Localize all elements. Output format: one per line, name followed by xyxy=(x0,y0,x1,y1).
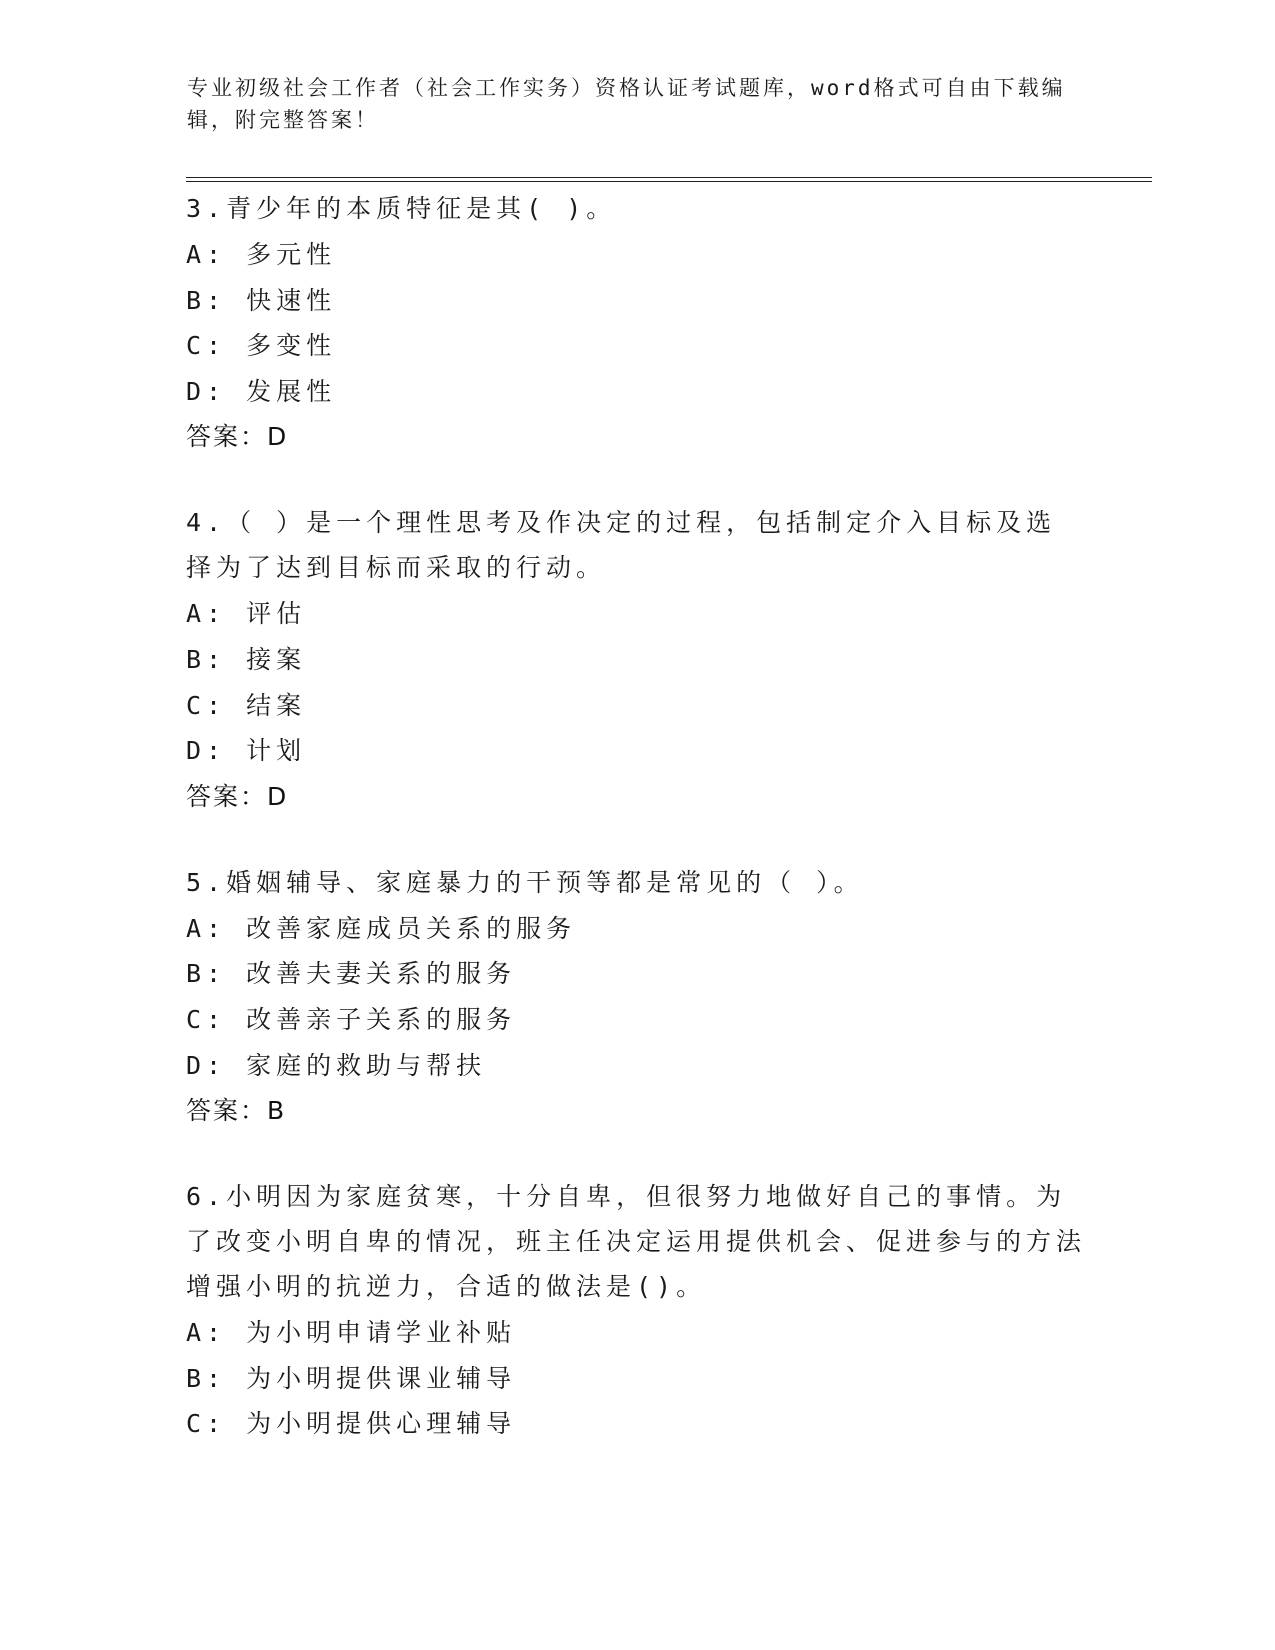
option-d xyxy=(186,1043,1086,1089)
answer-line: 答案：D xyxy=(186,781,289,811)
question-stem: 3.青少年的本质特征是其( )。 xyxy=(186,194,617,223)
option-letter: C: xyxy=(186,1409,227,1439)
option-text: 为小明提供心理辅导 xyxy=(246,1409,517,1439)
option-c xyxy=(186,1401,1086,1447)
option-a xyxy=(186,906,1086,952)
option-letter: B: xyxy=(186,1363,227,1393)
option-text: 改善夫妻关系的服务 xyxy=(246,959,517,989)
question-stem: 6.小明因为家庭贫寒，十分自卑，但很努力地做好自己的事情。为了改变小明自卑的情况，班主任决定运用提供机会、促进参与的方法增强小明的抗逆力，合适的做法是()。 xyxy=(186,1182,1087,1302)
question-stem: 4.（ ）是一个理性思考及作决定的过程，包括制定介入目标及选择为了达到目标而采取的行动。 xyxy=(186,508,1057,583)
option-letter: A: xyxy=(186,1318,227,1348)
option-b xyxy=(186,951,1086,997)
option-b xyxy=(186,278,1086,324)
question-4 xyxy=(186,500,1086,819)
option-text: 为小明申请学业补贴 xyxy=(246,1318,517,1348)
question-stem: 5.婚姻辅导、家庭暴力的干预等都是常见的（ ）。 xyxy=(186,867,864,897)
option-text: 计划 xyxy=(246,736,307,766)
option-letter: A: xyxy=(186,913,227,943)
option-text: 快速性 xyxy=(246,285,337,315)
option-text: 多变性 xyxy=(246,331,337,361)
question-list xyxy=(186,186,1086,1471)
answer-line: 答案：D xyxy=(186,422,289,452)
option-text: 结案 xyxy=(246,690,307,720)
option-c xyxy=(186,323,1086,369)
option-text: 评估 xyxy=(246,599,307,629)
option-d xyxy=(186,369,1086,415)
option-letter: B: xyxy=(186,959,227,989)
header-divider xyxy=(186,177,1152,182)
option-c xyxy=(186,683,1086,729)
option-c xyxy=(186,997,1086,1043)
option-text: 家庭的救助与帮扶 xyxy=(246,1050,487,1080)
option-letter: C: xyxy=(186,690,227,720)
option-letter: A: xyxy=(186,240,227,269)
option-text: 多元性 xyxy=(246,240,337,269)
option-letter: B: xyxy=(186,644,227,674)
option-letter: B: xyxy=(186,285,227,315)
option-a xyxy=(186,232,1086,278)
question-5 xyxy=(186,860,1086,1134)
option-b xyxy=(186,1356,1086,1402)
option-letter: D: xyxy=(186,736,227,766)
document-header: 专业初级社会工作者（社会工作实务）资格认证考试题库，word格式可自由下载编辑，附完整答案！ xyxy=(187,76,1066,132)
option-a xyxy=(186,591,1086,637)
option-a xyxy=(186,1310,1086,1356)
option-letter: C: xyxy=(186,331,227,361)
question-6 xyxy=(186,1174,1086,1447)
option-letter: A: xyxy=(186,599,227,629)
option-text: 为小明提供课业辅导 xyxy=(246,1363,517,1393)
option-b xyxy=(186,637,1086,683)
question-3 xyxy=(186,186,1086,460)
option-letter: D: xyxy=(186,376,227,406)
option-text: 发展性 xyxy=(246,376,337,406)
option-letter: C: xyxy=(186,1004,227,1034)
answer-line: 答案：B xyxy=(186,1096,287,1126)
option-text: 改善家庭成员关系的服务 xyxy=(246,913,577,943)
option-text: 接案 xyxy=(246,644,307,674)
option-letter: D: xyxy=(186,1050,227,1080)
option-text: 改善亲子关系的服务 xyxy=(246,1004,517,1034)
option-d xyxy=(186,728,1086,774)
